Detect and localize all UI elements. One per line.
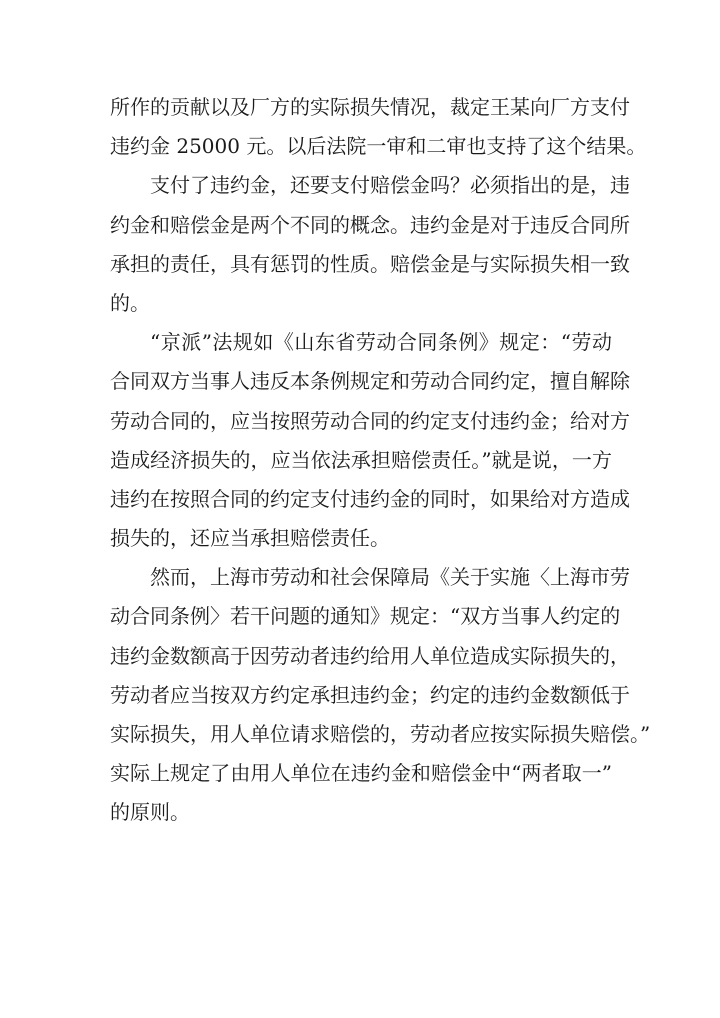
paragraph-4 xyxy=(110,558,651,832)
paragraph-line: 合同双方当事人违反本条例规定和劳动合同约定，擅自解除 xyxy=(110,369,630,394)
paragraph-1 xyxy=(110,88,647,166)
paragraph-line: 违约在按照合同的约定支付违约金的同时，如果给对方造成 xyxy=(110,486,630,511)
paragraph-line: “京派”法规如《山东省劳动合同条例》规定：“劳动 xyxy=(150,330,612,355)
paragraph-line: 实际上规定了由用人单位在违约金和赔偿金中“两者取一” xyxy=(110,761,612,786)
paragraph-line: 违约金 25000 元。以后法院一审和二审也支持了这个结果。 xyxy=(110,134,647,159)
paragraph-line: 劳动合同的，应当按照劳动合同的约定支付违约金；给对方 xyxy=(110,408,630,433)
paragraph-line: 动合同条例〉若干问题的通知》规定：“双方当事人约定的 xyxy=(110,604,621,629)
paragraph-line: 所作的贡献以及厂方的实际损失情况，裁定王某向厂方支付 xyxy=(110,95,630,119)
paragraph-line: 承担的责任，具有惩罚的性质。赔偿金是与实际损失相一致 xyxy=(110,251,630,276)
paragraph-line: 约金和赔偿金是两个不同的概念。违约金是对于违反合同所 xyxy=(110,212,630,237)
paragraph-line: 劳动者应当按双方约定承担违约金；约定的违约金数额低于 xyxy=(110,682,630,707)
paragraph-line: 违约金数额高于因劳动者违约给用人单位造成实际损失的， xyxy=(110,643,630,668)
paragraph-line: 的。 xyxy=(110,290,150,315)
paragraph-2 xyxy=(110,166,630,323)
paragraph-line: 然而，上海市劳动和社会保障局《关于实施〈上海市劳 xyxy=(150,565,630,590)
paragraph-line: 造成经济损失的，应当依法承担赔偿责任。”就是说，一方 xyxy=(110,447,612,472)
document-body xyxy=(110,88,651,833)
paragraph-line: 损失的，还应当承担赔偿责任。 xyxy=(110,526,390,551)
paragraph-line: 的原则。 xyxy=(110,800,190,825)
paragraph-line: 支付了违约金，还要支付赔偿金吗？必须指出的是，违 xyxy=(150,173,630,198)
paragraph-line: 实际损失，用人单位请求赔偿的，劳动者应按实际损失赔偿。” xyxy=(110,722,651,746)
paragraph-3 xyxy=(110,323,630,558)
